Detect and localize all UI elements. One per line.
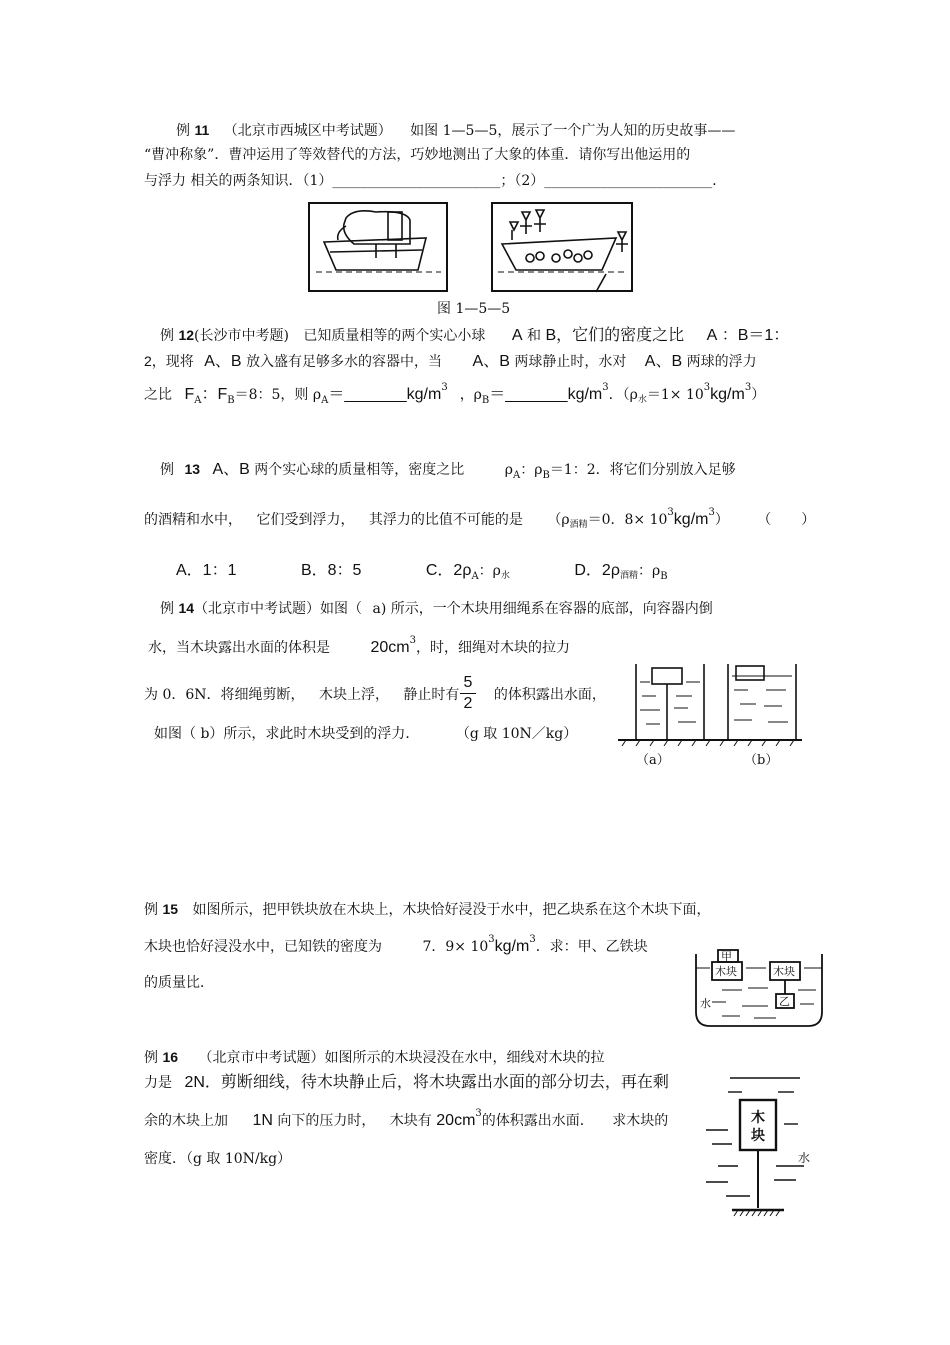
fraction-numerator: 5 bbox=[463, 674, 473, 691]
ex14-label-a: （a） bbox=[636, 753, 670, 768]
ex13-option-d: D．$2\rho_{酒精}$：$\rho_B$ bbox=[574, 562, 668, 582]
ex11-figure bbox=[306, 200, 646, 296]
ex15-label-jia: 甲 bbox=[721, 950, 732, 963]
ex13-line1: 例 13 A、B 两个实心球的质量相等，密度之比 $\rho_A$：$\rho_B=1$：2．将它们分别放入足够 bbox=[160, 461, 736, 481]
ex16-line2: 力是 2N．剪断细线，待木块静止后，将木块露出水面的部分切去，再在剩 bbox=[144, 1074, 669, 1091]
ex11-line2: “曹冲称象”．曹冲运用了等效替代的方法，巧妙地测出了大象的体重．请你写出他运用的 bbox=[144, 147, 691, 163]
ex15-line3: 的质量比． bbox=[144, 975, 214, 991]
ex11-label: 例 bbox=[176, 123, 190, 139]
ex15-line2: 木块也恰好浸没水中，已知铁的密度为 7．$9\times 10^3kg/m^3$．求：甲、乙铁块 bbox=[144, 934, 648, 955]
ex15-number: 15 bbox=[162, 901, 179, 917]
ex12-line3: 之比 $F_A$：$F_B=8$：5，则 $\rho_A=\_\_\_\_\_\_\_kg/m^3$ ，$\rho_B=\_\_\_\_\_\_\_kg/m^3$．$(\rho_水=1\times 10^3kg/m^3)$ bbox=[144, 382, 766, 406]
ex14-line3: 为 0．6N．将细绳剪断， 木块上浮， 静止时有 的体积露出水面， bbox=[144, 687, 606, 703]
ex15-figure bbox=[692, 944, 826, 1030]
ex16-line3: 余的木块上加 1N 向下的压力时， 木块有 $20cm^3$的体积露出水面． 求木块的 bbox=[144, 1108, 669, 1129]
ex16-figure bbox=[702, 1070, 814, 1220]
ex14-label-b: （b） bbox=[744, 753, 779, 768]
ex11-source: （北京市西城区中考试题） bbox=[223, 123, 392, 139]
ex12-line2: 2，现将 A、B 放入盛有足够多水的容器中，当 A、B 两球静止时，水对 A、B 两球的浮力 bbox=[144, 353, 757, 370]
ex15-line1: 例 15 如图所示，把甲铁块放在木块上，木块恰好浸没于水中，把乙块系在这个木块下面， bbox=[144, 901, 711, 918]
ex14-line2: 水，当木块露出水面的体积是 $20cm^3$，时，细绳对木块的拉力 bbox=[148, 635, 570, 656]
fraction-bar bbox=[460, 693, 476, 694]
ex13-number: 13 bbox=[184, 461, 201, 477]
ex16-line4: 密度．（g 取 10N/kg） bbox=[144, 1151, 292, 1167]
ex14-line1: 例 14（北京市中考试题）如图（ a) 所示，一个木块用细绳系在容器的底部，向容器内倒 bbox=[160, 600, 713, 617]
ex11-number: 11 bbox=[194, 122, 210, 138]
ex13-option-a: A．1：1 bbox=[176, 562, 237, 579]
ex14-fraction bbox=[460, 674, 476, 713]
fraction-denominator: 2 bbox=[463, 695, 473, 712]
ex12-line1: 例 12(长沙市中考题) 已知质量相等的两个实心小球 A 和 B，它们的密度之比 A ：B＝1： bbox=[160, 327, 790, 344]
ex13-option-b: B．8：5 bbox=[300, 562, 362, 579]
ex15-label-yi: 乙 bbox=[779, 995, 790, 1008]
ex13-options bbox=[176, 562, 668, 582]
ex16-label-mu: 木 bbox=[751, 1110, 765, 1126]
ex14-number: 14 bbox=[178, 600, 195, 616]
ex16-number: 16 bbox=[162, 1049, 179, 1065]
ex13-line2: 的酒精和水中， 它们受到浮力， 其浮力的比值不可能的是 （$\rho_{酒精}=0$．$8\times 10^3kg/m^3$） （ ） bbox=[144, 507, 816, 530]
ex14-figure bbox=[616, 660, 806, 746]
ex16-label-kuai: 块 bbox=[751, 1128, 765, 1144]
ex15-label-mukuai-2: 木块 bbox=[773, 965, 795, 978]
ex11-line3: 与浮力 相关的两条知识．（1）________________________；（2）________________________． bbox=[144, 173, 727, 189]
ex11-line1: 例 11 （北京市西城区中考试题） 如图 1—5—5，展示了一个广为人知的历史故事—— bbox=[176, 122, 736, 139]
ex15-label-mukuai-1: 木块 bbox=[715, 965, 737, 978]
ex14-line4: 如图（ b）所示，求此时木块受到的浮力． （g 取 10N／kg） bbox=[154, 726, 578, 742]
ex16-label-water: 水 bbox=[798, 1151, 811, 1165]
ex13-option-c: C．$2\rho_A$：$\rho_水$ bbox=[425, 562, 510, 582]
ex16-line1: 例 16 （北京市中考试题）如图所示的木块浸没在水中，细线对木块的拉 bbox=[144, 1049, 605, 1066]
ex15-label-water: 水 bbox=[700, 997, 711, 1010]
ex11-caption: 图 1—5—5 bbox=[437, 301, 511, 317]
ex12-number: 12 bbox=[178, 327, 195, 343]
